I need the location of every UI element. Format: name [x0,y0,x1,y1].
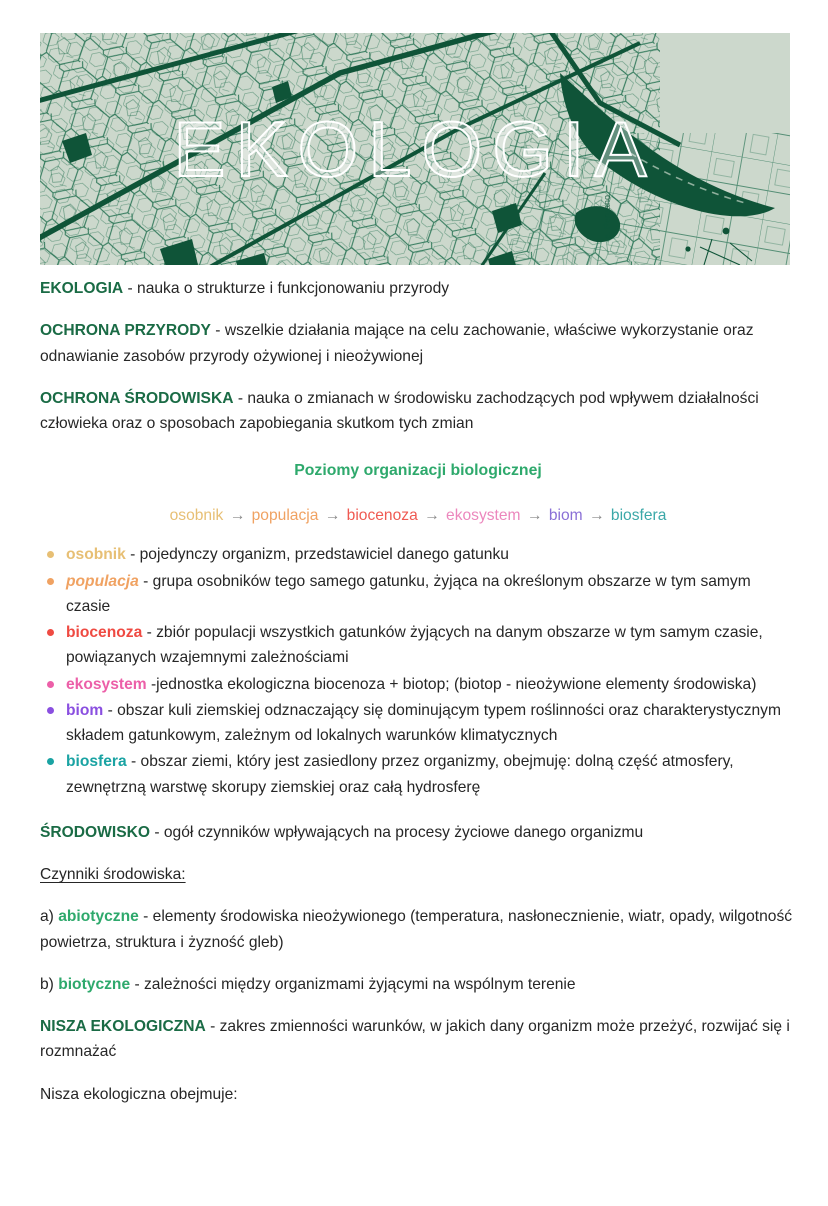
definition-text: - ogół czynników wpływających na procesy życiowe danego organizmu [150,823,644,841]
bullet-dot-icon [47,758,54,765]
level-term: biocenoza [66,624,143,642]
definition-ochrona-srodowiska [40,386,796,437]
level-text: - obszar ziemi, który jest zasiedlony przez organizmy, obejmuję: dolną część atmosfery, zewnętrzną warstwę skorupy ziemskiej oraz całą hydrosferę [66,753,734,796]
chain-arrow-icon: → [522,506,547,524]
banner-title: EKOLOGIA [173,105,657,193]
definition-text: - wszelkie działania mające na celu zachowanie, właściwe wykorzystanie oraz odnawianie zasobów przyrody ożywionej i nieożywionej [40,322,754,365]
factor-marker: b) [40,975,59,993]
bullet-dot-icon [47,578,54,585]
levels-list [40,542,796,800]
header-banner [40,33,790,265]
factors-label: Czynniki środowiska: [40,866,186,884]
level-text: -jednostka ekologiczna biocenoza + biotop; (biotop - nieożywione elementy środowiska) [146,675,757,693]
chain-arrow-icon: → [320,506,345,524]
chain-arrow-icon: → [419,506,445,524]
factor-abiotyczne [40,904,796,955]
levels-section-heading: Poziomy organizacji biologicznej [294,462,542,480]
bullet-dot-icon [47,707,54,714]
level-text: - pojedynczy organizm, przedstawiciel danego gatunku [125,546,509,564]
level-list-item [40,569,796,620]
factor-biotyczne [40,972,796,997]
level-term: biom [66,701,104,719]
level-list-item [40,749,796,800]
factor-marker: a) [40,908,59,926]
document-content [40,276,796,1124]
definition-term: OCHRONA ŚRODOWISKA [40,389,234,407]
bullet-dot-icon [47,551,54,558]
definition-text: - nauka o strukturze i funkcjonowaniu przyrody [123,280,450,297]
definition-term: OCHRONA PRZYRODY [40,322,211,340]
niche-followup-block [40,1082,796,1107]
level-list-item [40,620,796,671]
levels-chain [40,504,796,529]
definition-term: NISZA EKOLOGICZNA [40,1018,206,1036]
definition-nisza-ekologiczna [40,1014,796,1065]
level-list-item [40,698,796,749]
definition-term: EKOLOGIA [40,280,124,297]
chain-node-biocenoza: biocenoza [346,506,418,524]
definition-ekologia [40,276,796,301]
factor-text: - zależności między organizmami żyjącymi na wspólnym terenie [130,975,576,993]
level-term: osobnik [66,546,126,564]
niche-followup: Nisza ekologiczna obejmuje: [40,1085,238,1103]
definition-term: ŚRODOWISKO [40,823,151,841]
chain-node-ekosystem: ekosystem [446,506,521,524]
factors-label-block [40,862,796,887]
chain-node-biosfera: biosfera [610,506,667,524]
definition-text: - zakres zmienności warunków, w jakich dany organizm może przeżyć, rozwijać się i rozmnażać [40,1018,790,1061]
factor-text: - elementy środowiska nieożywionego (temperatura, nasłonecznienie, wiatr, opady, wilgotność powietrza, struktura i żyzność gleb) [40,908,793,951]
chain-arrow-icon: → [584,506,609,524]
bullet-dot-icon [47,629,54,636]
level-term: biosfera [66,753,127,771]
chain-arrow-icon: → [225,506,250,524]
factor-term: abiotyczne [58,908,139,926]
level-term: populacja [66,572,139,590]
svg-text:e. Peruano: e. Peruano [602,194,612,239]
level-list-item [40,672,796,697]
factor-term: biotyczne [58,975,131,993]
chain-node-populacja: populacja [251,506,319,524]
level-text: - obszar kuli ziemskiej odznaczający się dominującym typem roślinności oraz charakterystycznym składem gatunkowym, zależnym od lokalnych warunków klimatycznych [66,701,781,745]
definition-srodowisko [40,820,796,845]
level-text: - zbiór populacji wszystkich gatunków żyjących na danym obszarze w tym samym czasie, powiązanych wzajemnymi zależnościami [66,624,763,667]
definition-text: - nauka o zmianach w środowisku zachodzących pod wpływem działalności człowieka oraz o sposobach zapobiegania skutkom tych zmian [40,389,759,432]
chain-node-biom: biom [548,506,583,524]
level-list-item [40,542,796,567]
definition-ochrona-przyrody [40,318,796,369]
chain-node-osobnik: osobnik [169,506,224,524]
bullet-dot-icon [47,681,54,688]
level-text: - grupa osobników tego samego gatunku, żyjąca na określonym obszarze w tym samym czasie [66,572,751,615]
level-term: ekosystem [66,675,147,693]
